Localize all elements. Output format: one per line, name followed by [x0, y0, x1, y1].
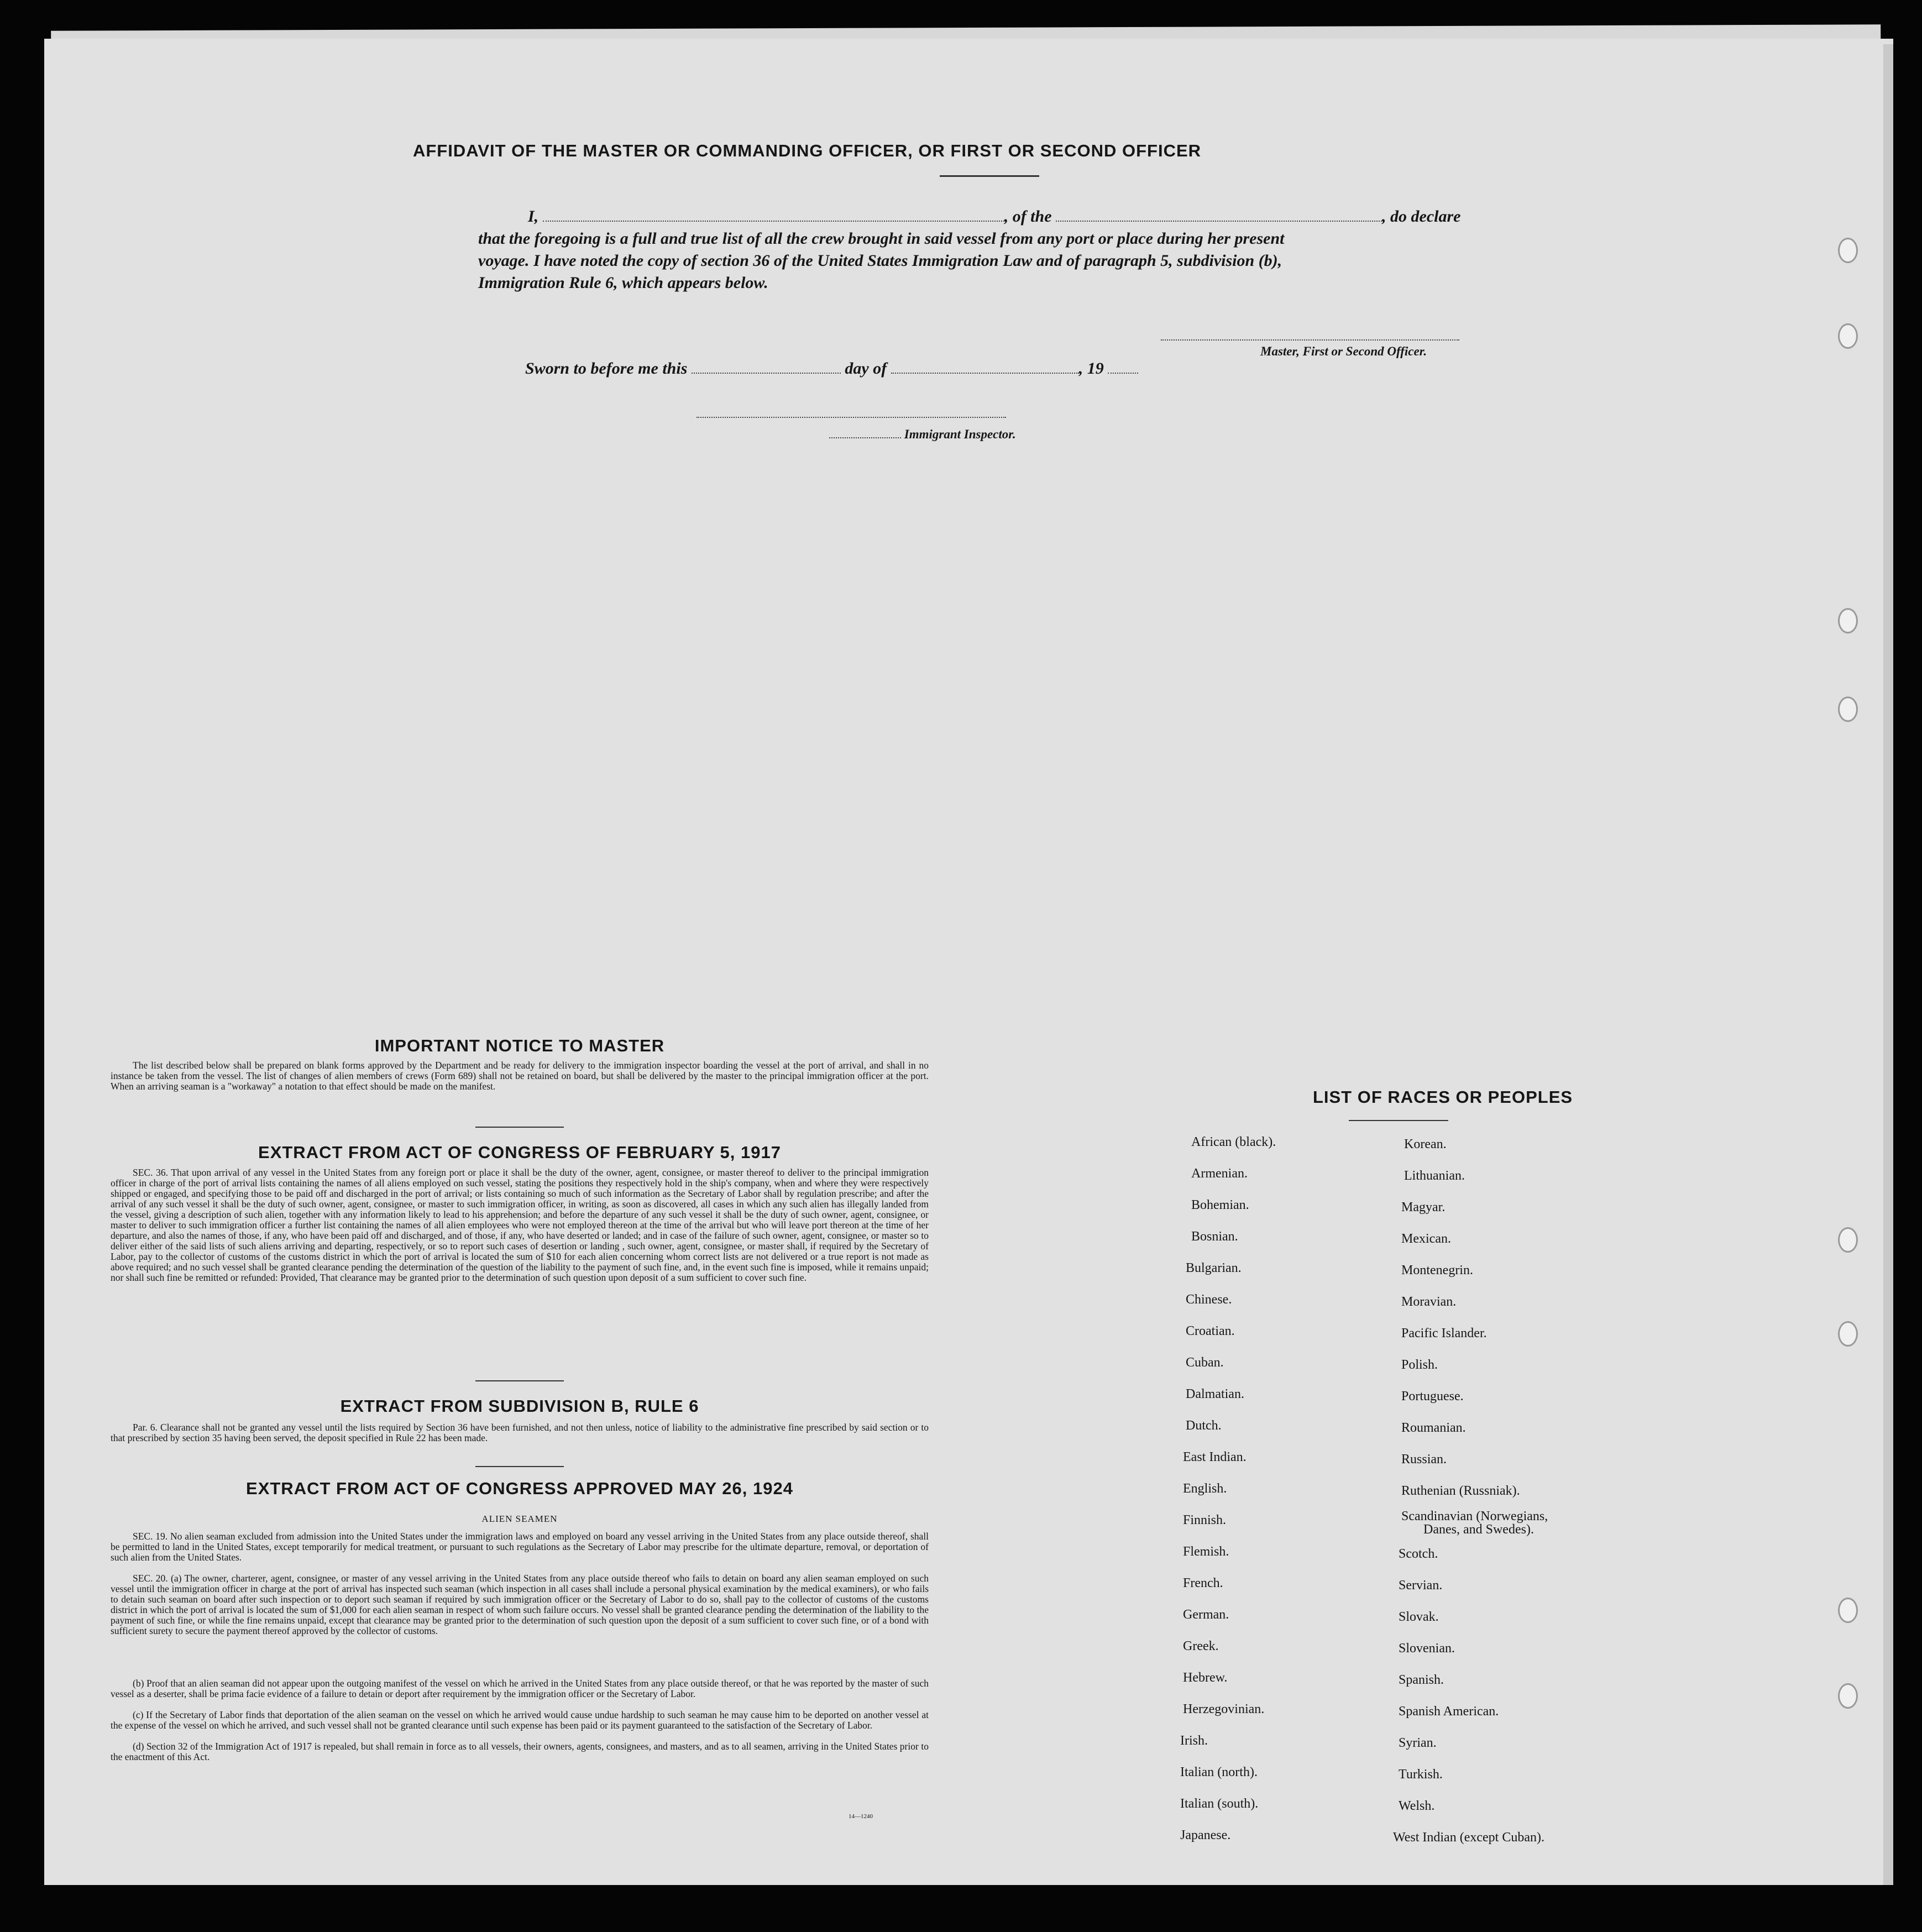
race-left: Dalmatian.	[1186, 1387, 1244, 1401]
race-right: Turkish.	[1399, 1767, 1443, 1782]
race-right: Ruthenian (Russniak).	[1401, 1484, 1520, 1498]
sworn-year-field[interactable]	[1108, 359, 1138, 374]
race-left: African (black).	[1191, 1135, 1276, 1149]
punch-hole	[1838, 323, 1858, 349]
punch-hole	[1838, 1321, 1858, 1347]
race-right: Lithuanian.	[1404, 1169, 1465, 1183]
inspector-label-line	[829, 427, 1016, 442]
race-right: Spanish.	[1399, 1673, 1444, 1687]
punch-hole	[1838, 697, 1858, 722]
race-right: Danes, and Swedes).	[1423, 1522, 1534, 1537]
notice-text: The list described below shall be prepared on blank forms approved by the Department and be ready for delivery to the immigration inspector boarding the vessel at the port of arrival, and shall in no instance be taken from the vessel. The list of changes of alien members of crews (Form 689) shall not be retained on board, but shall be delivered by the master to the principal immigration officer at the port. When an arriving seaman is a "workaway" a notation to that effect should be made on the manifest.	[111, 1060, 929, 1092]
race-right: Portuguese.	[1401, 1389, 1464, 1404]
race-right: Scotch.	[1399, 1547, 1438, 1561]
race-right: Syrian.	[1399, 1736, 1437, 1750]
punch-hole	[1838, 1598, 1858, 1623]
sec19-text: SEC. 19. No alien seaman excluded from admission into the United States under the immigration laws and employed on board any vessel arriving in the United States from any place outside thereof, shall be permitted to land in the United States, except temporarily for medical treatment, or pursuant to such regulations as the Secretary of Labor may prescribe for the ultimate departure, removal, or deportation of such alien from the United States.	[111, 1531, 929, 1563]
race-right: Servian.	[1399, 1578, 1443, 1593]
race-left: Bosnian.	[1191, 1229, 1238, 1244]
race-right: Pacific Islander.	[1401, 1326, 1487, 1341]
extract-rule6-text: Par. 6. Clearance shall not be granted any vessel until the lists required by Section 36 have been furnished, and not then unless, notice of liability to the administrative fine prescribed by said section or to that prescribed by section 35 having been served, the deposit specified in Rule 22 has been made.	[111, 1422, 929, 1443]
race-left: Irish.	[1180, 1734, 1208, 1748]
race-left: Armenian.	[1191, 1166, 1248, 1181]
race-right: Magyar.	[1401, 1200, 1446, 1214]
race-left: Croatian.	[1186, 1324, 1235, 1338]
race-left: English.	[1183, 1481, 1227, 1496]
race-left: Finnish.	[1183, 1513, 1227, 1527]
vessel-name-field[interactable]	[1056, 207, 1382, 222]
race-right: West Indian (except Cuban).	[1393, 1830, 1544, 1845]
affidavit-line-1	[528, 207, 1460, 226]
year-label: , 19	[1078, 359, 1104, 378]
declarant-label: I,	[528, 207, 539, 226]
extract-1917-title: EXTRACT FROM ACT OF CONGRESS OF FEBRUARY 5, 1917	[258, 1143, 781, 1162]
affidavit-line-2: that the foregoing is a full and true list of all the crew brought in said vessel from any port or place during her present	[478, 229, 1285, 248]
race-left: Herzegovinian.	[1183, 1702, 1265, 1716]
notice-title: IMPORTANT NOTICE TO MASTER	[374, 1036, 665, 1055]
race-left: East Indian.	[1183, 1450, 1247, 1464]
race-right: Welsh.	[1399, 1799, 1435, 1813]
punch-hole	[1838, 608, 1858, 633]
sec20d-text: (d) Section 32 of the Immigration Act of 1917 is repealed, but shall remain in force as to all vessels, their owners, agents, consignees, and masters, and as to all seamen, arriving in the United States prior to the enactment of this Act.	[111, 1741, 929, 1762]
race-right: Korean.	[1404, 1137, 1447, 1151]
punch-hole	[1838, 1683, 1858, 1709]
alien-seamen-heading: ALIEN SEAMEN	[481, 1514, 558, 1524]
race-right: Mexican.	[1401, 1232, 1451, 1246]
sec20b-text: (b) Proof that an alien seaman did not appear upon the outgoing manifest of the vessel on which he arrived in the United States from any place outside thereof, or that he was reported by the master of such vessel as a deserter, shall be prima facie evidence of a failure to detain or deport after requirement by the immigration officer or the Secretary of Labor.	[111, 1678, 929, 1699]
race-right: Slovenian.	[1399, 1641, 1455, 1656]
extract-rule6-title: EXTRACT FROM SUBDIVISION B, RULE 6	[340, 1396, 699, 1416]
affidavit-line-3: voyage. I have noted the copy of section 36 of the United States Immigration Law and of paragraph 5, subdivision (b),	[478, 252, 1282, 270]
declarant-name-field[interactable]	[543, 207, 1004, 222]
affidavit-title: AFFIDAVIT OF THE MASTER OR COMMANDING OFFICER, OR FIRST OR SECOND OFFICER	[412, 141, 1202, 160]
extract-1924-title: EXTRACT FROM ACT OF CONGRESS APPROVED MAY 26, 1924	[246, 1479, 793, 1498]
sworn-line	[525, 359, 1138, 378]
inspector-dots	[829, 430, 901, 438]
races-title: LIST OF RACES OR PEOPLES	[1312, 1087, 1573, 1107]
sec20c-text: (c) If the Secretary of Labor finds that deportation of the alien seaman on the vessel on which he arrived would cause undue hardship to such seaman he may cause him to be deported on another vessel at the expense of the vessel on which he arrived, and such vessel shall not be granted clearance until such expense has been paid or its payment guaranteed to the satisfaction of the Secretary of Labor.	[111, 1709, 929, 1731]
inspector-label: Immigrant Inspector.	[904, 427, 1016, 441]
race-right: Moravian.	[1401, 1295, 1457, 1309]
race-right: Spanish American.	[1399, 1704, 1499, 1719]
sec20a-text: SEC. 20. (a) The owner, charterer, agent, consignee, or master of any vessel arriving in the United States from any place outside thereof who fails to detain on board any alien seaman employed on such vessel until the immigration officer in charge at the port of arrival has inspected such seaman (which inspection in all cases shall include a personal physical examination by the medical examiners), or who fails to detain such seaman on board after such inspection or to deport such seaman if required by such immigration officer or the Secretary of Labor to do so, shall pay to the collector of customs of the customs district in which the port of arrival is located the sum of $1,000 for each alien seaman in respect of whom such failure occurs. No vessel shall be granted clearance pending the determination of the liability to the payment of such fine, or while the fine remains unpaid, except that clearance may be granted prior to the determination of such question upon the deposit of a sum sufficient to cover such fine, or of a bond with sufficient surety to secure the payment thereof approved by the collector of customs.	[111, 1573, 929, 1636]
day-of-label: day of	[845, 359, 887, 378]
race-left: Cuban.	[1186, 1355, 1224, 1370]
races-underline	[1349, 1120, 1448, 1121]
race-right: Polish.	[1401, 1358, 1438, 1372]
race-left: Bohemian.	[1191, 1198, 1249, 1212]
race-right: Roumanian.	[1401, 1421, 1466, 1435]
divider	[475, 1127, 564, 1128]
extract-1917-text: SEC. 36. That upon arrival of any vessel in the United States from any foreign port or place it shall be the duty of the owner, agent, consignee, or master thereof to deliver to the principal immigration officer in charge of the port of arrival lists containing the names of all aliens employed on such vessel, stating the positions they respectively hold in the ship's company, when and where they were respectively shipped or engaged, and specifying those to be paid off and discharged in the port of arrival; or lists containing so much of such information as the Secretary of Labor shall by regulation prescribe; and after the arrival of any such vessel it shall be the duty of such owner, agent, consignee, or master to such immigration officer, in writing, as soon as discovered, all cases in which any such alien has illegally landed from the vessel, giving a description of such alien, together with any information likely to lead to his apprehension; and before the departure of any such vessel it shall be the duty of such owner, agent, consignee, or master to deliver to such immigration officer a further list containing the names of all alien employees who were not employed thereon at the time of the arrival but who will leave port thereon at the time of her departure, and also the names of those, if any, who have been paid off and discharged, and of those, if any, who have deserted or landed; and in case of the failure of such owner, agent, consignee, or master so to deliver either of the said lists of such aliens arriving and departing, respectively, or so to report such cases of desertion or landing , such owner, agent, consignee, or master shall, if required by the Secretary of Labor, pay to the collector of customs of the customs district in which the port of arrival is located the sum of $10 for each alien concerning whom correct lists are not delivered or a true report is not made as above required; and no such vessel shall be granted clearance pending the determination of the question of the liability to the payment of such fine, and, in the event such fine is imposed, while it remains unpaid; nor shall such fine be remitted or refunded: Provided, That clearance may be granted prior to the determination of such question upon deposit of a sum sufficient to cover such fine.	[111, 1167, 929, 1283]
document-page	[44, 39, 1893, 1885]
punch-hole	[1838, 1227, 1858, 1253]
master-signature-label: Master, First or Second Officer.	[1260, 344, 1427, 358]
race-left: French.	[1183, 1576, 1223, 1590]
race-left: Italian (north).	[1180, 1765, 1258, 1779]
punch-hole	[1838, 238, 1858, 263]
sworn-day-field[interactable]	[692, 359, 841, 374]
race-left: German.	[1183, 1608, 1229, 1622]
divider	[475, 1380, 564, 1381]
page-edge	[1883, 44, 1893, 1885]
race-right: Slovak.	[1399, 1610, 1439, 1624]
sworn-month-field[interactable]	[891, 359, 1079, 374]
race-left: Japanese.	[1180, 1828, 1231, 1842]
race-right: Scandinavian (Norwegians,	[1401, 1509, 1548, 1523]
affidavit-line-4: Immigration Rule 6, which appears below.	[478, 274, 768, 292]
divider	[475, 1466, 564, 1467]
race-left: Dutch.	[1186, 1418, 1222, 1433]
form-number: 14—1240	[849, 1813, 873, 1820]
race-left: Bulgarian.	[1186, 1261, 1242, 1275]
race-left: Hebrew.	[1183, 1671, 1228, 1685]
of-the-label: , of the	[1004, 207, 1052, 226]
sworn-label: Sworn to before me this	[525, 359, 688, 378]
race-right: Montenegrin.	[1401, 1263, 1473, 1277]
title-underline	[940, 175, 1039, 177]
race-right: Russian.	[1401, 1452, 1447, 1467]
race-left: Italian (south).	[1180, 1797, 1259, 1811]
inspector-signature-field[interactable]	[696, 404, 1006, 418]
race-left: Chinese.	[1186, 1292, 1232, 1307]
declare-label: , do declare	[1382, 207, 1461, 226]
race-left: Flemish.	[1183, 1544, 1229, 1559]
race-left: Greek.	[1183, 1639, 1219, 1653]
master-signature-field[interactable]	[1161, 326, 1459, 341]
